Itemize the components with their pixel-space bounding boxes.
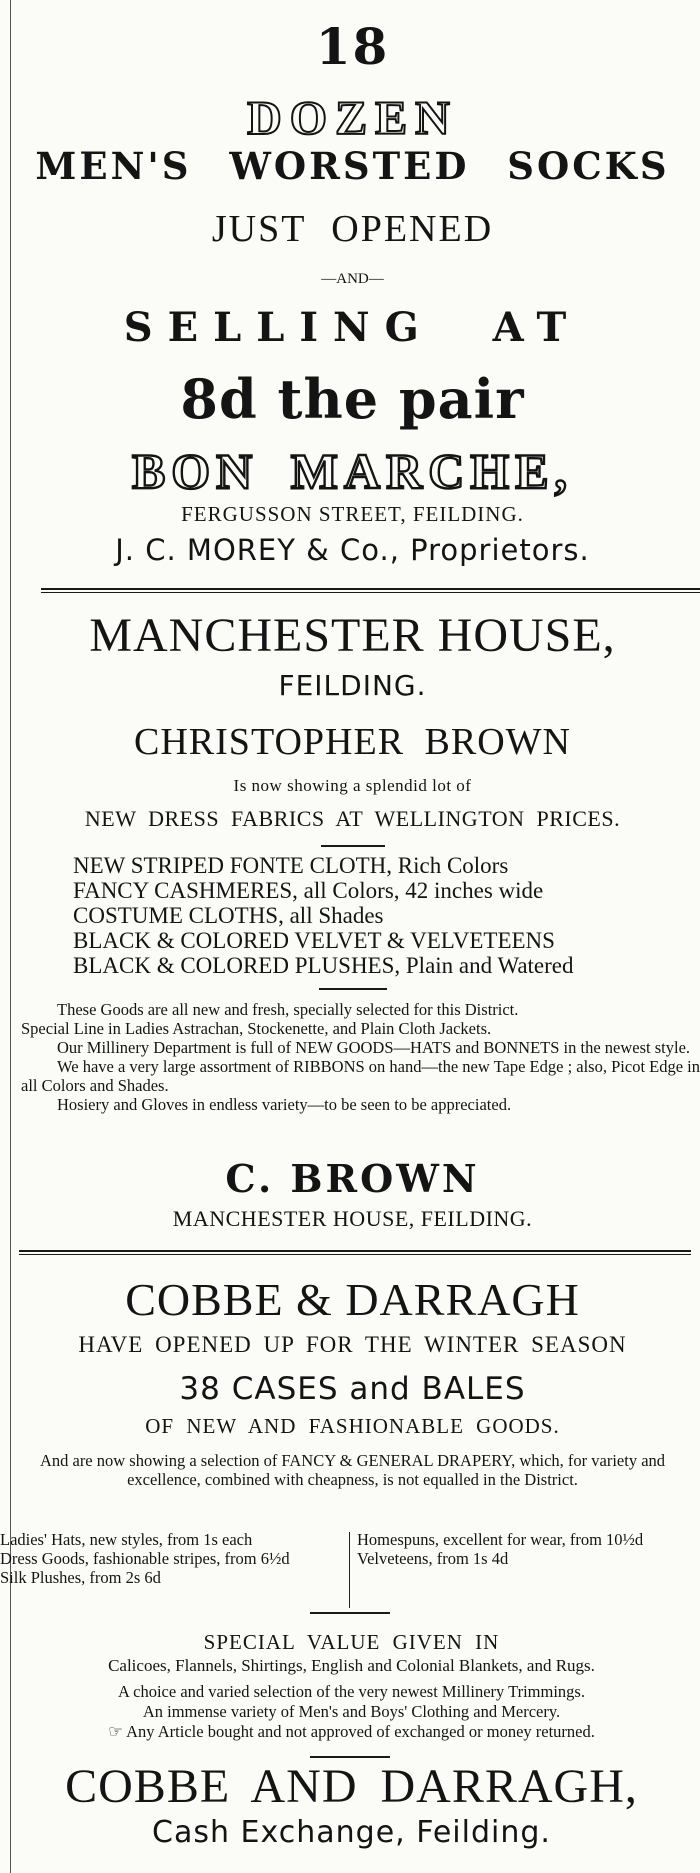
ad2-divider (19, 1250, 691, 1252)
ad2-item: COSTUME CLOTHS, all Shades (73, 903, 384, 928)
ad3-left-item: Dress Goods, fashionable stripes, from 6½d (0, 1549, 290, 1568)
ad3-goods: OF NEW AND FASHIONABLE GOODS. (145, 1414, 560, 1438)
ad2-showing: Is now showing a splendid lot of (233, 776, 472, 795)
ad3-clothing: An immense variety of Men's and Boys' Clothing and Mercery. (142, 1702, 561, 1721)
ad1-and: —AND— (321, 271, 384, 287)
ad2-item: NEW STRIPED FONTE CLOTH, Rich Colors (73, 853, 509, 878)
ad3-left-item: Silk Plushes, from 2s 6d (0, 1568, 161, 1587)
ad3-intro: And are now showing a selection of FANCY & GENERAL DRAPERY, which, for variety and excellence, combined with cheapness, is not equalled in the District. (39, 1451, 666, 1489)
ad3-opened: HAVE OPENED UP FOR THE WINTER SEASON (78, 1332, 627, 1357)
ad3-special-items: Calicoes, Flannels, Shirtings, English and Colonial Blankets, and Rugs. (108, 1656, 595, 1675)
ad2-paragraphs (21, 1000, 700, 1114)
ad1-divider (41, 588, 700, 590)
ad3-price-columns (0, 1530, 700, 1610)
ad1-price: 8d the pair (180, 367, 525, 431)
ad2-house: MANCHESTER HOUSE, (89, 609, 616, 662)
ad3-column-separator (349, 1532, 350, 1608)
ad1-dozen: DOZEN (247, 92, 458, 145)
ad3-footer-firm: COBBE AND DARRAGH, (65, 1760, 638, 1813)
ad1-just-opened: JUST OPENED (211, 208, 494, 250)
ad2-signature-address: MANCHESTER HOUSE, FEILDING. (172, 1206, 533, 1231)
ad2-para: Our Millinery Department is full of NEW GOODS—HATS and BONNETS in the newest style. (57, 1038, 691, 1057)
ad2-fabrics: NEW DRESS FABRICS AT WELLINGTON PRICES. (84, 806, 621, 831)
ad2-para: Hosiery and Gloves in endless variety—to be seen to be appreciated. (57, 1095, 512, 1114)
ad1-address: FERGUSSON STREET, FEILDING. (181, 502, 524, 526)
ad2-item: BLACK & COLORED VELVET & VELVETEENS (73, 928, 555, 953)
ad2-item-list (73, 853, 574, 978)
ad1-store-name: BON MARCHE, (131, 443, 574, 499)
ad3-returns: Any Article bought and not approved of exchanged or money returned. (126, 1722, 595, 1741)
ad3-firm: COBBE & DARRAGH (125, 1274, 580, 1325)
ad1-selling-at: SELLING AT (123, 304, 582, 351)
ad3-trimmings: A choice and varied selection of the very newest Millinery Trimmings. (118, 1682, 585, 1701)
ad2-signature: C. BROWN (225, 1156, 480, 1201)
ad1-number: 18 (315, 17, 390, 76)
ad2-short-rule-2 (319, 988, 387, 990)
ad3-right-item: Homespuns, excellent for wear, from 10½d (357, 1530, 644, 1549)
ad2-para: We have a very large assortment of RIBBONS on hand—the new Tape Edge ; also, Picot Edge in all Colors and Shades. (21, 1057, 700, 1095)
ad2-owner: CHRISTOPHER BROWN (134, 721, 571, 763)
ad3-right-item: Velveteens, from 1s 4d (357, 1549, 509, 1568)
ad3-footer-address: Cash Exchange, Feilding. (152, 1815, 551, 1850)
ad1-product: MEN'S WORSTED SOCKS (35, 144, 670, 188)
ad2-para: Special Line in Ladies Astrachan, Stockenette, and Plain Cloth Jackets. (21, 1019, 492, 1038)
ad3-cases: 38 CASES and BALES (179, 1371, 526, 1407)
ad2-short-rule-1 (321, 845, 385, 847)
ad3-left-item: Ladies' Hats, new styles, from 1s each (0, 1530, 253, 1549)
ad2-item: BLACK & COLORED PLUSHES, Plain and Watered (73, 953, 574, 978)
ad2-para: These Goods are all new and fresh, specially selected for this District. (57, 1000, 519, 1019)
ad3-special: SPECIAL VALUE GIVEN IN (203, 1630, 500, 1654)
ad2-town: FEILDING. (278, 669, 427, 702)
ad1-proprietors: J. C. MOREY & Co., Proprietors. (115, 533, 590, 567)
ad2-item: FANCY CASHMERES, all Colors, 42 inches wide (73, 878, 544, 903)
pointing-hand-icon: ☞ (108, 1722, 123, 1741)
ad3-right-column (357, 1530, 697, 1568)
ad3-left-column (0, 1530, 345, 1587)
